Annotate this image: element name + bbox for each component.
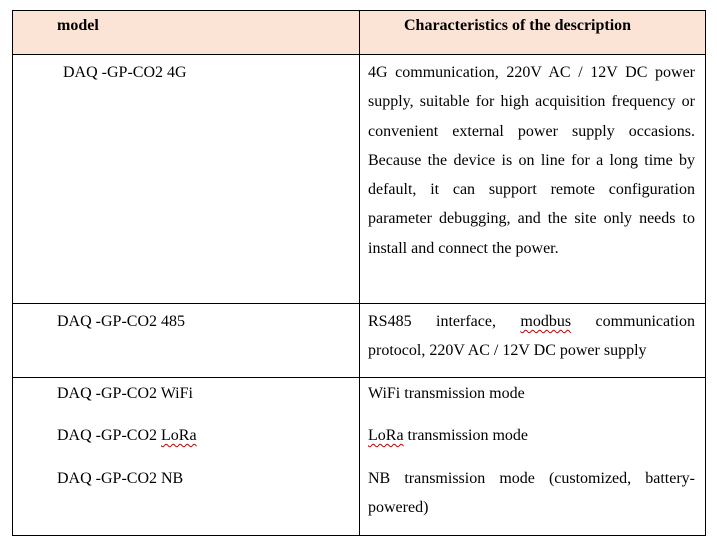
row-divider bbox=[13, 303, 705, 304]
spellcheck-flagged-word: LoRa bbox=[161, 427, 197, 444]
row-divider bbox=[13, 377, 705, 378]
row-divider bbox=[13, 54, 705, 55]
column-divider bbox=[359, 11, 360, 535]
row-nb-model: DAQ -GP-CO2 NB bbox=[57, 470, 184, 487]
row-lora-description bbox=[368, 421, 695, 450]
row-485-desc-part: communication protocol, 220V AC / 12V DC power supply bbox=[368, 313, 695, 360]
spec-table bbox=[12, 10, 706, 536]
row-4g-model: DAQ -GP-CO2 4G bbox=[63, 64, 187, 81]
row-485-description bbox=[368, 307, 695, 366]
row-wifi-model: DAQ -GP-CO2 WiFi bbox=[57, 385, 193, 402]
row-4g-description: 4G communication, 220V AC / 12V DC power supply, suitable for high acquisition frequency or convenient external power supply occasions. Because the device is on line for a long time by default, it can support remote configuration parameter debugging, and the site only needs to install and connect the power. bbox=[368, 64, 695, 257]
header-description: Characteristics of the description bbox=[404, 17, 632, 34]
row-485-model: DAQ -GP-CO2 485 bbox=[57, 313, 185, 330]
header-model: model bbox=[57, 17, 99, 34]
row-nb-description: NB transmission mode (customized, battery-powered) bbox=[368, 470, 695, 517]
spellcheck-flagged-word: modbus bbox=[520, 313, 572, 330]
row-485-desc-part: RS485 interface, bbox=[368, 313, 521, 330]
row-lora-model-part: DAQ -GP-CO2 bbox=[57, 427, 161, 444]
spellcheck-flagged-word: LoRa bbox=[368, 427, 404, 444]
row-lora-model bbox=[57, 421, 197, 450]
row-wifi-description: WiFi transmission mode bbox=[368, 385, 525, 402]
row-lora-desc-part: transmission mode bbox=[403, 427, 528, 444]
